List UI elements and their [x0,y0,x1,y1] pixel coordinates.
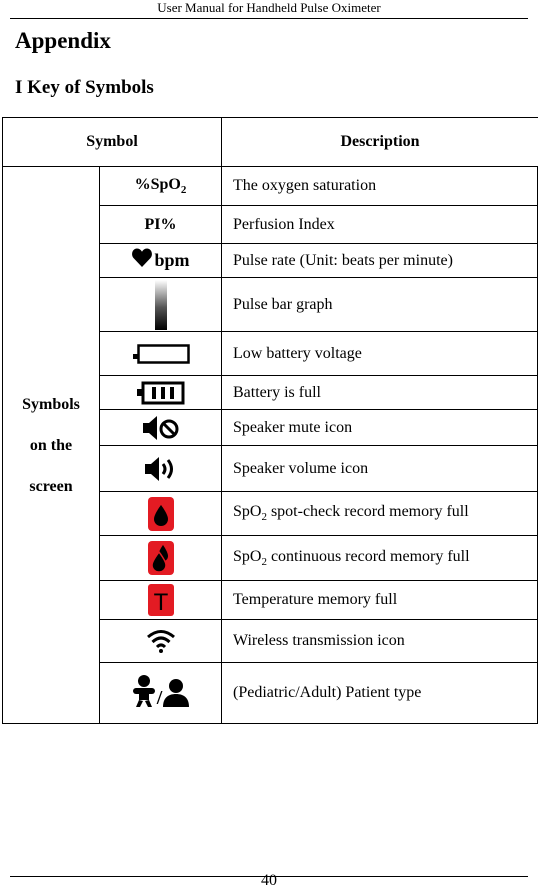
symbol-cell [100,663,222,724]
group-label-line: on the [29,436,73,454]
temperature-memory-full-icon [148,584,174,616]
description-text: continuous record memory full [266,547,470,565]
description-cell: Wireless transmission icon [222,620,538,663]
column-header-description: Description [222,118,538,167]
symbol-cell [100,278,222,332]
symbol-cell [100,536,222,581]
description-cell: The oxygen saturation [222,167,538,206]
symbol-cell [100,376,222,410]
description-text: SpO [233,547,262,565]
symbol-cell [100,244,222,278]
symbol-cell [100,446,222,492]
description-cell [222,492,538,536]
symbol-cell [100,332,222,376]
bpm-text: bpm [154,250,190,270]
running-header: User Manual for Handheld Pulse Oximeter [10,0,528,19]
battery-low-icon [132,343,190,365]
page-title: Appendix [15,28,111,53]
adult-icon [162,678,190,708]
description-cell: Pulse rate (Unit: beats per minute) [222,244,538,278]
group-label-line: screen [29,477,73,495]
symbol-cell [100,581,222,620]
group-label-line: Symbols [22,395,80,413]
description-text: spot-check record memory full [266,503,469,521]
page-number: 40 [261,872,277,889]
pediatric-icon [131,674,157,708]
patient-type-separator: / [156,686,163,709]
battery-full-icon [137,381,185,405]
description-cell: Temperature memory full [222,581,538,620]
description-cell: Low battery voltage [222,332,538,376]
symbols-body-table [2,166,538,724]
temperature-icon-letter: T [153,589,168,616]
description-cell: Perfusion Index [222,206,538,244]
symbol-cell [100,492,222,536]
spo2-symbol-sub: 2 [180,184,187,197]
pulse-rate-symbol [131,247,189,269]
continuous-memory-full-icon [148,541,174,575]
speaker-mute-icon [141,414,181,442]
spot-check-memory-full-icon [148,497,174,531]
symbol-cell [100,410,222,446]
description-cell [222,536,538,581]
table-header-row [3,118,538,167]
description-sub: 2 [261,511,267,524]
pulse-bar-graph-icon [155,280,167,330]
section-title: I Key of Symbols [15,77,154,98]
symbol-cell [100,167,222,206]
description-cell: (Pediatric/Adult) Patient type [222,663,538,724]
pi-symbol: PI% [144,215,177,233]
spo2-symbol-text: %SpO [134,175,181,193]
wireless-icon [146,629,176,653]
description-text: SpO [233,503,262,521]
symbol-cell [100,206,222,244]
description-cell: Battery is full [222,376,538,410]
spo2-symbol [134,175,187,197]
heart-icon [131,247,153,269]
speaker-volume-icon [143,455,179,483]
description-cell: Speaker volume icon [222,446,538,492]
table-row [3,167,538,206]
column-header-symbol: Symbol [3,118,222,167]
description-cell: Speaker mute icon [222,410,538,446]
symbols-table [2,117,538,167]
description-cell: Pulse bar graph [222,278,538,332]
symbol-cell [100,620,222,663]
group-label-cell [3,167,100,724]
patient-type-symbol [131,674,191,708]
description-sub: 2 [261,556,267,569]
